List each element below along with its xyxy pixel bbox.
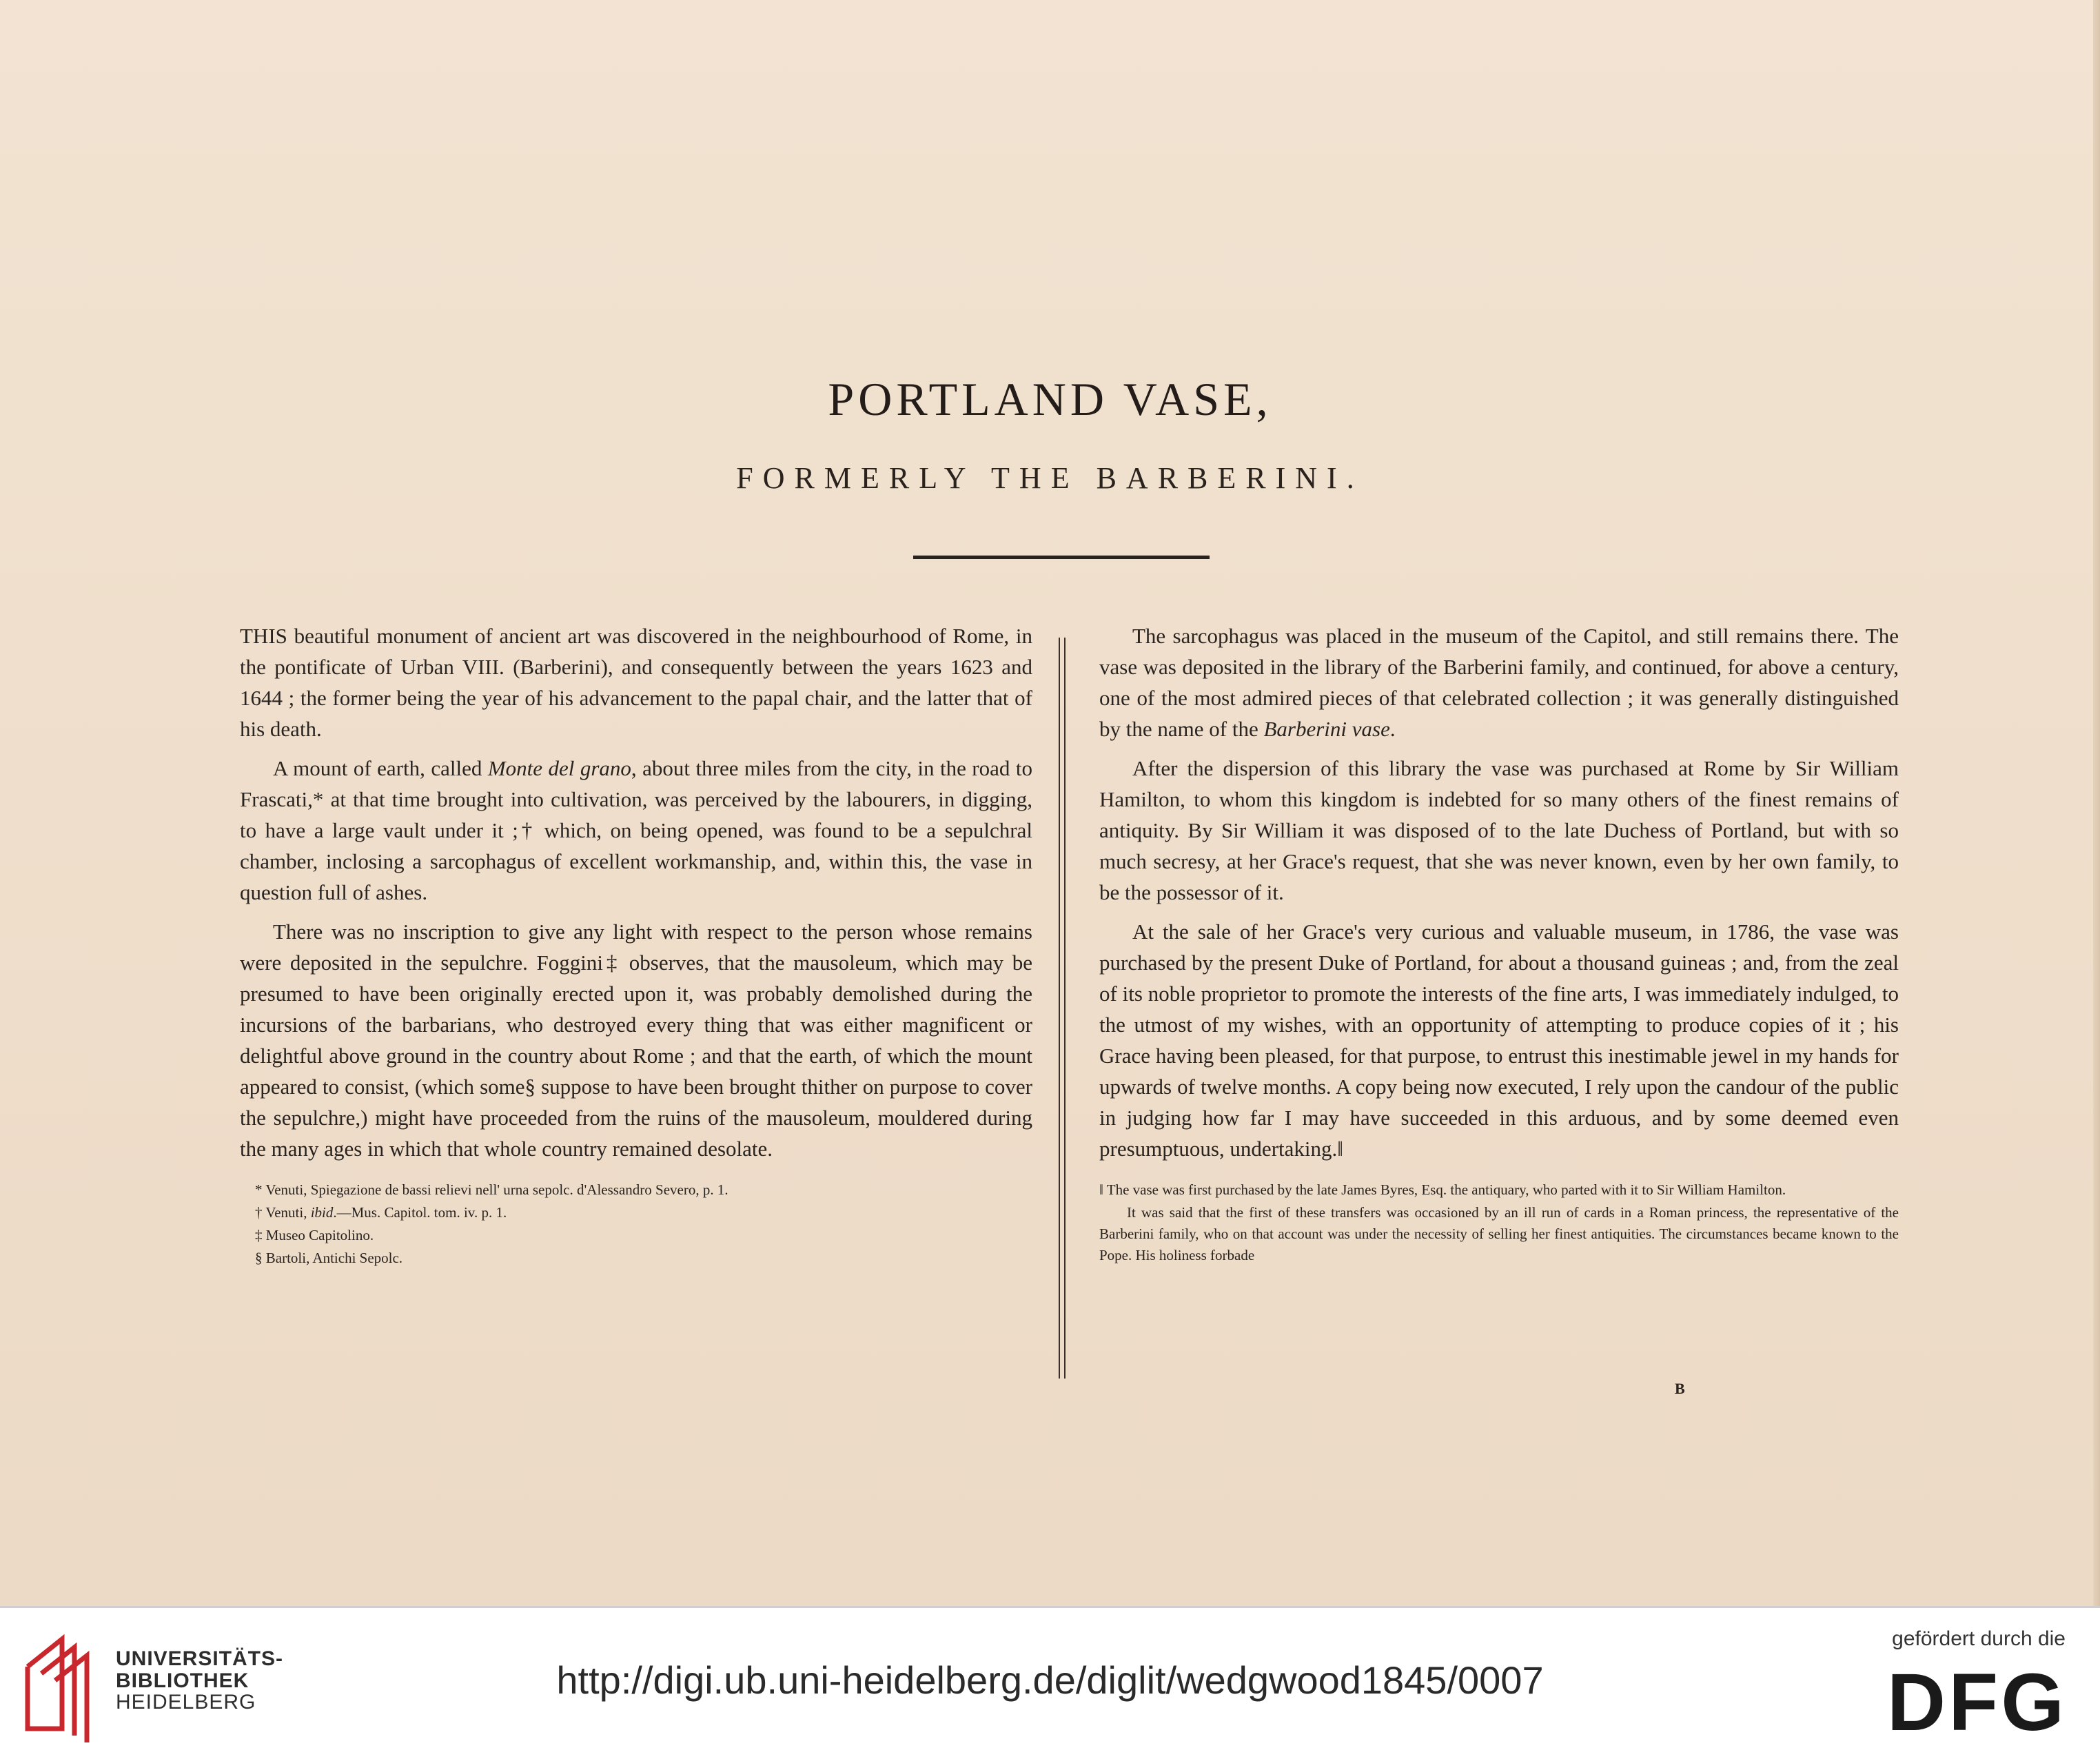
paragraph: After the dispersion of this library the vase was purchased at Rome by Sir William Hamilton, to whom this kingdom is indebted for so many others of the finest remains of antiquity. By Sir William it was disposed of to the late Duchess of Portland, but with so much secresy, at her Grace's request, that she was never known, even by her own family, to be the possessor of it. [1099,756,1899,904]
left-column [240,620,1032,1270]
paragraph: The sarcophagus was placed in the museum of the Capitol, and still remains there. The vase was deposited in the library of the Barberini family, and continued, for above a century, one of the most admired pieces of that celebrated collection ; it was generally distinguished by the name of the Barberini vase. [1099,624,1899,741]
footnote: † Venuti, ibid.—Mus. Capitol. tom. iv. p. 1. [255,1204,507,1221]
sponsor-label: gefördert durch die [1892,1627,2066,1650]
dfg-logo[interactable]: DFG [1886,1657,2067,1748]
paragraph: A mount of earth, called Monte del grano, about three miles from the city, in the road to Frascati,* at that time brought into cultivation, was perceived by the labourers, in digging, to have a large vault under it ;† which, on being opened, was found to be a sepulchral chamber, inclosing a sarcophagus of excellent workmanship, and, within this, the vase in question full of ashes. [240,756,1032,904]
signature-mark: B [1675,1380,1685,1397]
footnote: § Bartoli, Antichi Sepolc. [255,1250,403,1266]
page-title: PORTLAND VASE, [828,373,1272,425]
footnote: ‖ The vase was first purchased by the late James Byres, Esq. the antiquary, who parted with it to Sir William Hamilton. [1099,1181,1786,1198]
footnote: ‡ Museo Capitolino. [255,1227,374,1243]
paragraph: THIS beautiful monument of ancient art was discovered in the neighbourhood of Rome, in the pontificate of Urban VIII. (Barberini), and consequently between the years 1623 and 1644 ; the former being the year of his advancement to the papal chair, and the latter that of his death. [240,624,1032,741]
right-column [1099,620,1899,1268]
permalink-url[interactable]: http://digi.ub.uni-heidelberg.de/diglit/wedgwood1845/0007 [556,1658,1544,1702]
title-rule [913,556,1210,559]
viewer-footer [0,1606,2100,1759]
footnote: * Venuti, Spiegazione de bassi relievi nell' urna sepolc. d'Alessandro Severo, p. 1. [255,1181,728,1198]
paragraph: At the sale of her Grace's very curious and valuable museum, in 1786, the vase was purchased by the present Duke of Portland, for about a thousand guineas ; and, from the zeal of its noble proprietor to promote the interests of the fine arts, I was immediately indulged, to the utmost of my wishes, with an opportunity of attempting to produce copies of it ; his Grace having been pleased, for that purpose, to entrust this inestimable jewel in my hands for upwards of twelve months. A copy being now executed, I rely upon the candour of the public in judging how far I may have succeeded in this arduous, and by some deemed even presumptuous, undertaking.‖ [1099,919,1899,1161]
footnote: It was said that the first of these transfers was occasioned by an ill run of cards in a Roman princess, the representative of the Barberini family, who on that account was under the necessity of selling her finest antiquities. The circumstances became known to the Pope. His holiness forbade [1099,1204,1899,1263]
paragraph: There was no inscription to give any light with respect to the person whose remains were deposited in the sepulchre. Foggini‡ observes, that the mausoleum, which may be presumed to have been originally erected upon it, was probably demolished during the incursions of the barbarians, who destroyed every thing that was either magnificent or delightful above ground in the country about Rome ; and that the earth, of which the mount appeared to consist, (which some§ suppose to have been brought thither on purpose to cover the sepulchre,) might have proceeded from the ruins of the mausoleum, mouldered during the many ages in which that whole country remained desolate. [240,919,1032,1161]
page-edge [2093,0,2100,1606]
page-subtitle: FORMERLY THE BARBERINI. [736,461,1364,495]
library-name-line3: HEIDELBERG [116,1691,256,1714]
footnotes [1099,1179,1899,1266]
library-name-line2: BIBLIOTHEK [116,1669,249,1692]
column-divider [1059,638,1066,1379]
library-name-line1: UNIVERSITÄTS- [116,1647,284,1670]
footnotes [240,1179,1032,1269]
